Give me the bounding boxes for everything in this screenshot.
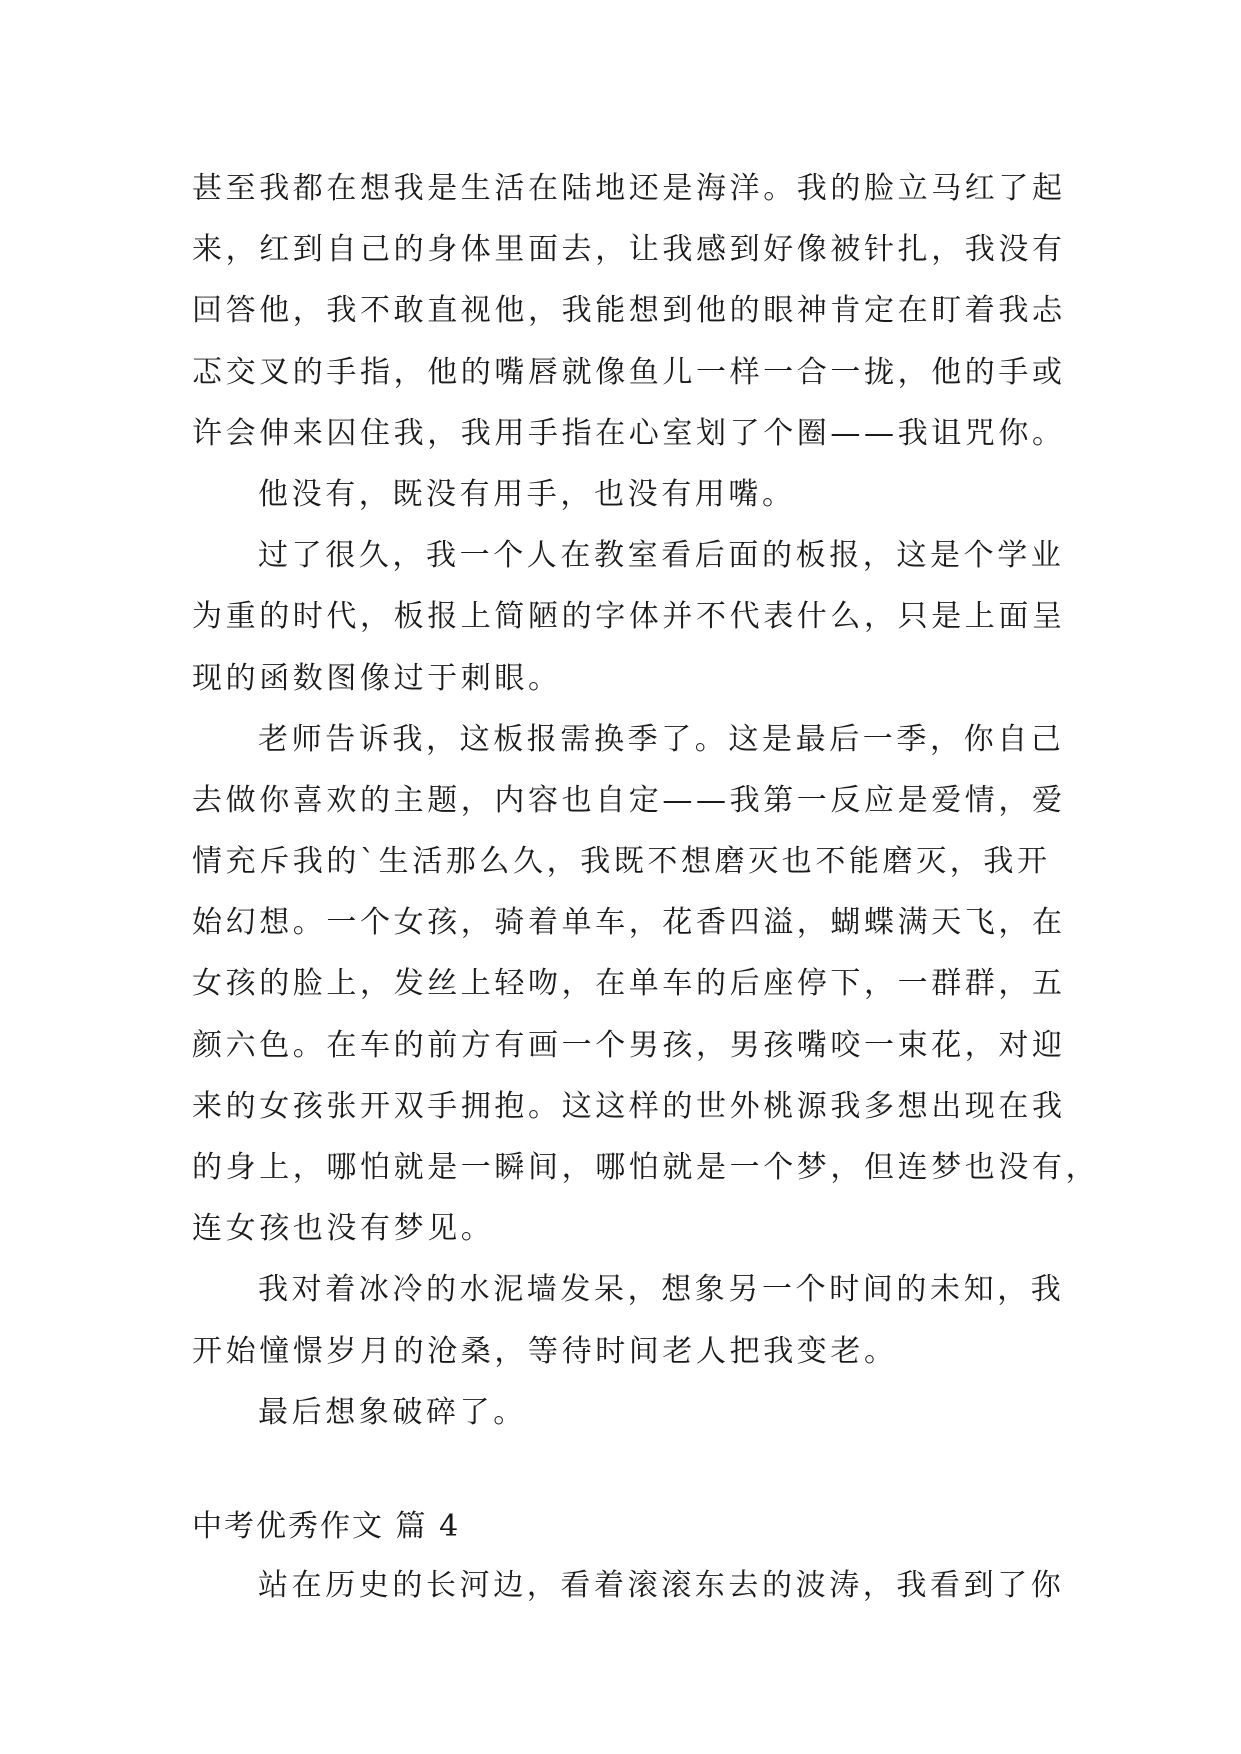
paragraph-line: 的身上，哪怕就是一瞬间，哪怕就是一个梦，但连梦也没有， [192, 1150, 1100, 1185]
section-spacer [192, 1443, 1072, 1499]
paragraph-line: 许会伸来囚住我，我用手指在心室划了个圈——我诅咒你。 [192, 415, 1066, 451]
paragraph-line: 现的函数图像过于刺眼。 [192, 660, 562, 696]
paragraph-line: 最后想象破碎了。 [258, 1394, 527, 1430]
paragraph-line: 来的女孩张开双手拥抱。这这样的世外桃源我多想出现在我 [192, 1088, 1066, 1124]
paragraph-line: 连女孩也没有梦见。 [192, 1211, 495, 1247]
paragraph-line: 开始憧憬岁月的沧桑，等待时间老人把我变老。 [192, 1333, 898, 1369]
paragraph-line: 站在历史的长河边，看着滚滚东去的波涛，我看到了你 [258, 1567, 1065, 1603]
paragraph-line: 来，红到自己的身体里面去，让我感到好像被针扎，我没有 [192, 232, 1066, 268]
section-heading: 中考优秀作文 篇 4 [192, 1508, 461, 1544]
paragraph-line: 颜六色。在车的前方有画一个男孩，男孩嘴咬一束花，对迎 [192, 1027, 1066, 1063]
essay-body [192, 158, 1100, 1616]
paragraph-line: 情充斥我的`生活那么久，我既不想磨灭也不能磨灭，我开 [192, 844, 1051, 880]
paragraph-line: 女孩的脸上，发丝上轻吻，在单车的后座停下，一群群，五 [192, 966, 1066, 1002]
paragraph-line: 为重的时代，板报上简陋的字体并不代表什么，只是上面呈 [192, 599, 1066, 635]
paragraph-line: 去做你喜欢的主题，内容也自定——我第一反应是爱情，爱 [192, 782, 1066, 818]
paragraph-line: 过了很久，我一个人在教室看后面的板报，这是个学业 [258, 538, 1065, 574]
paragraph-line: 始幻想。一个女孩，骑着单车，花香四溢，蝴蝶满天飞，在 [192, 905, 1066, 941]
paragraph-line: 回答他，我不敢直视他，我能想到他的眼神肯定在盯着我忐 [192, 293, 1066, 329]
paragraph-line: 我对着冰冷的水泥墙发呆，想象另一个时间的未知，我 [258, 1272, 1065, 1308]
paragraph-line: 老师告诉我，这板报需换季了。这是最后一季，你自己 [258, 721, 1065, 757]
paragraph-line: 忑交叉的手指，他的嘴唇就像鱼儿一样一合一拢，他的手或 [192, 354, 1066, 390]
paragraph-line: 他没有，既没有用手，也没有用嘴。 [258, 476, 796, 512]
paragraph-line: 甚至我都在想我是生活在陆地还是海洋。我的脸立马红了起 [192, 171, 1066, 206]
